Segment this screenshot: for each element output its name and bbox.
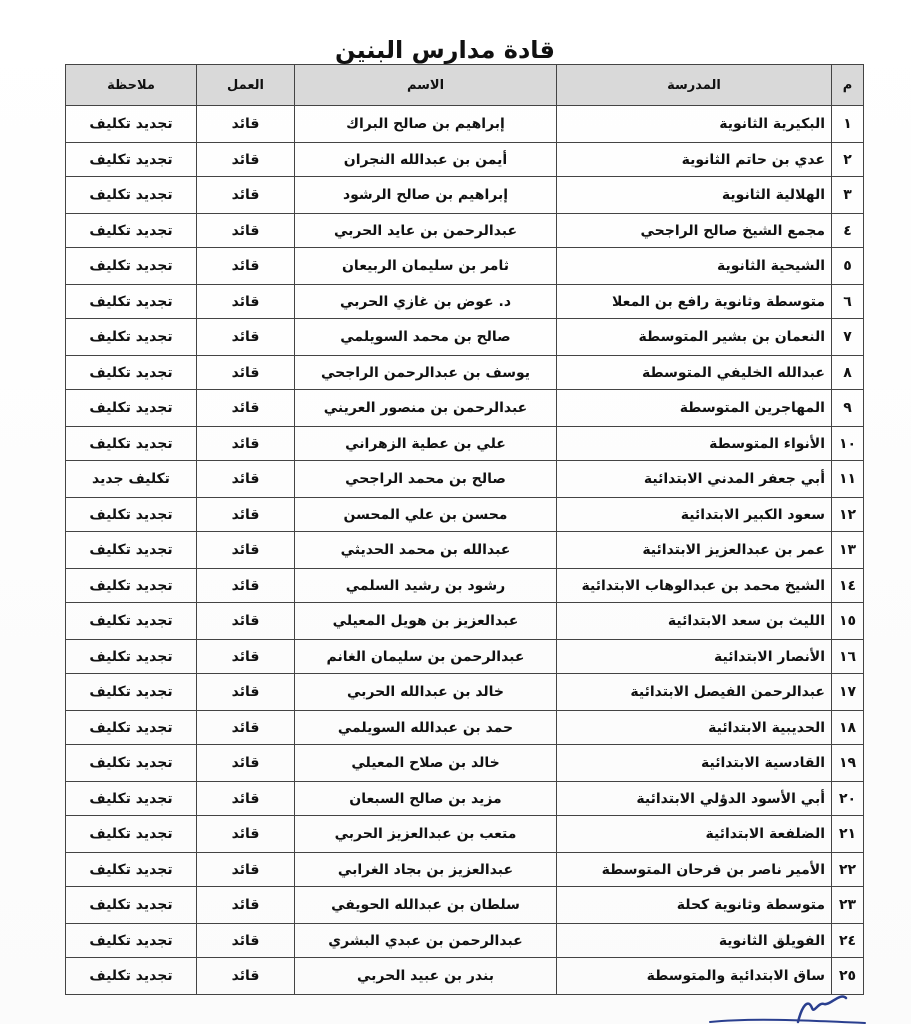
cell-role: قائد [197,782,295,816]
cell-number: ٨ [832,356,864,390]
cell-note: تجديد تكليف [66,569,197,603]
header-note: ملاحظة [66,65,197,106]
cell-school: سعود الكبير الابتدائية [557,498,832,532]
cell-note: تجديد تكليف [66,248,197,285]
cell-school: مجمع الشيخ صالح الراجحي [557,214,832,248]
cell-number: ٢ [832,143,864,177]
cell-school: الأمير ناصر بن فرحان المتوسطة [557,853,832,887]
cell-leader-name: متعب بن عبدالعزيز الحربي [295,816,557,853]
cell-role: قائد [197,532,295,569]
cell-note: تجديد تكليف [66,782,197,816]
cell-leader-name: خالد بن عبدالله الحربي [295,674,557,711]
cell-role: قائد [197,143,295,177]
cell-leader-name: عبدالرحمن بن منصور العريني [295,390,557,427]
table-row [66,603,864,640]
page-title: قادة مدارس البنين [334,36,556,64]
cell-leader-name: صالح بن محمد السويلمي [295,319,557,356]
cell-note: تجديد تكليف [66,319,197,356]
table-row [66,853,864,887]
cell-leader-name: حمد بن عبدالله السويلمي [295,711,557,745]
cell-school: أبي جعفر المدني الابتدائية [557,461,832,498]
cell-leader-name: بندر بن عبيد الحربي [295,958,557,995]
cell-number: ١ [832,106,864,143]
cell-school: الهلالية الثانوية [557,177,832,214]
cell-role: قائد [197,390,295,427]
header-job: العمل [197,65,295,106]
cell-leader-name: مزيد بن صالح السبعان [295,782,557,816]
cell-note: تجديد تكليف [66,356,197,390]
table-row [66,711,864,745]
table-body [66,106,864,995]
table-row [66,924,864,958]
cell-school: ساق الابتدائية والمتوسطة [557,958,832,995]
table-row [66,248,864,285]
cell-school: الشيخ محمد بن عبدالوهاب الابتدائية [557,569,832,603]
table-row [66,461,864,498]
cell-school: متوسطة وثانوية كحلة [557,887,832,924]
cell-school: النعمان بن بشير المتوسطة [557,319,832,356]
table-row [66,390,864,427]
cell-note: تجديد تكليف [66,745,197,782]
cell-number: ٢١ [832,816,864,853]
cell-leader-name: عبدالرحمن بن عايد الحربي [295,214,557,248]
cell-school: المهاجرين المتوسطة [557,390,832,427]
header-name: الاسم [295,65,557,106]
cell-note: تجديد تكليف [66,887,197,924]
cell-leader-name: عبدالعزيز بن هويل المعيلي [295,603,557,640]
cell-number: ٩ [832,390,864,427]
cell-school: الضلفعة الابتدائية [557,816,832,853]
table-row [66,569,864,603]
cell-leader-name: يوسف بن عبدالرحمن الراجحي [295,356,557,390]
cell-school: الحديبية الابتدائية [557,711,832,745]
table-row [66,177,864,214]
table-row [66,745,864,782]
cell-leader-name: عبدالله بن محمد الحديثي [295,532,557,569]
cell-leader-name: علي بن عطية الزهراني [295,427,557,461]
table-row [66,285,864,319]
cell-role: قائد [197,887,295,924]
cell-school: أبي الأسود الدؤلي الابتدائية [557,782,832,816]
cell-leader-name: عبدالرحمن بن سليمان الغانم [295,640,557,674]
cell-role: قائد [197,924,295,958]
cell-note: تجديد تكليف [66,177,197,214]
cell-note: تجديد تكليف [66,143,197,177]
cell-school: الأنصار الابتدائية [557,640,832,674]
cell-note: تجديد تكليف [66,390,197,427]
cell-number: ٢٢ [832,853,864,887]
cell-note: تجديد تكليف [66,106,197,143]
cell-leader-name: إبراهيم بن صالح البراك [295,106,557,143]
cell-note: تجديد تكليف [66,427,197,461]
cell-note: تجديد تكليف [66,603,197,640]
cell-number: ١٣ [832,532,864,569]
cell-school: عمر بن عبدالعزيز الابتدائية [557,532,832,569]
cell-school: عبدالرحمن الفيصل الابتدائية [557,674,832,711]
cell-leader-name: أيمن بن عبدالله النجران [295,143,557,177]
cell-leader-name: رشود بن رشيد السلمي [295,569,557,603]
cell-note: تكليف جديد [66,461,197,498]
cell-school: عدي بن حاتم الثانوية [557,143,832,177]
cell-number: ١٨ [832,711,864,745]
cell-number: ١٤ [832,569,864,603]
cell-note: تجديد تكليف [66,498,197,532]
cell-role: قائد [197,569,295,603]
cell-note: تجديد تكليف [66,214,197,248]
cell-leader-name: محسن بن علي المحسن [295,498,557,532]
cell-leader-name: صالح بن محمد الراجحي [295,461,557,498]
table-row [66,319,864,356]
table-row [66,356,864,390]
table-row [66,214,864,248]
cell-number: ١٢ [832,498,864,532]
table-row [66,816,864,853]
cell-number: ٤ [832,214,864,248]
cell-role: قائد [197,958,295,995]
school-leaders-table [65,64,864,995]
cell-leader-name: ثامر بن سليمان الربيعان [295,248,557,285]
cell-role: قائد [197,640,295,674]
table-row [66,106,864,143]
cell-note: تجديد تكليف [66,711,197,745]
header-num: م [832,65,864,106]
cell-leader-name: سلطان بن عبدالله الحويفي [295,887,557,924]
cell-leader-name: عبدالعزيز بن بجاد الغرابي [295,853,557,887]
table-row [66,143,864,177]
cell-leader-name: د. عوض بن غازي الحربي [295,285,557,319]
table-row [66,498,864,532]
cell-leader-name: خالد بن صلاح المعيلي [295,745,557,782]
cell-school: القادسية الابتدائية [557,745,832,782]
table-row [66,640,864,674]
cell-number: ١٠ [832,427,864,461]
cell-school: متوسطة وثانوية رافع بن المعلا [557,285,832,319]
cell-leader-name: إبراهيم بن صالح الرشود [295,177,557,214]
cell-leader-name: عبدالرحمن بن عبدي البشري [295,924,557,958]
cell-number: ٧ [832,319,864,356]
cell-note: تجديد تكليف [66,640,197,674]
cell-role: قائد [197,356,295,390]
cell-role: قائد [197,816,295,853]
cell-number: ٢٥ [832,958,864,995]
table-row [66,532,864,569]
cell-note: تجديد تكليف [66,816,197,853]
cell-school: الأنواء المتوسطة [557,427,832,461]
cell-school: الفويلق الثانوية [557,924,832,958]
cell-school: عبدالله الخليفي المتوسطة [557,356,832,390]
header-row [66,65,864,106]
header-school: المدرسة [557,65,832,106]
cell-school: الليث بن سعد الابتدائية [557,603,832,640]
cell-school: الشيحية الثانوية [557,248,832,285]
cell-note: تجديد تكليف [66,853,197,887]
cell-note: تجديد تكليف [66,924,197,958]
cell-role: قائد [197,177,295,214]
cell-role: قائد [197,214,295,248]
cell-number: ١٧ [832,674,864,711]
table-row [66,782,864,816]
cell-note: تجديد تكليف [66,958,197,995]
cell-number: ١٩ [832,745,864,782]
cell-number: ٢٤ [832,924,864,958]
cell-role: قائد [197,427,295,461]
signature-mark [690,984,890,1024]
cell-number: ٥ [832,248,864,285]
cell-number: ٢٣ [832,887,864,924]
cell-role: قائد [197,603,295,640]
cell-role: قائد [197,745,295,782]
cell-note: تجديد تكليف [66,285,197,319]
cell-role: قائد [197,853,295,887]
cell-number: ٢٠ [832,782,864,816]
cell-role: قائد [197,319,295,356]
cell-role: قائد [197,285,295,319]
cell-school: البكيرية الثانوية [557,106,832,143]
cell-role: قائد [197,461,295,498]
cell-role: قائد [197,498,295,532]
cell-number: ١٥ [832,603,864,640]
cell-number: ٦ [832,285,864,319]
cell-role: قائد [197,248,295,285]
cell-role: قائد [197,674,295,711]
cell-number: ١١ [832,461,864,498]
cell-number: ٣ [832,177,864,214]
table-row [66,674,864,711]
cell-role: قائد [197,106,295,143]
table-row [66,427,864,461]
cell-note: تجديد تكليف [66,674,197,711]
table-row [66,887,864,924]
cell-number: ١٦ [832,640,864,674]
table-header [66,65,864,106]
cell-role: قائد [197,711,295,745]
cell-note: تجديد تكليف [66,532,197,569]
